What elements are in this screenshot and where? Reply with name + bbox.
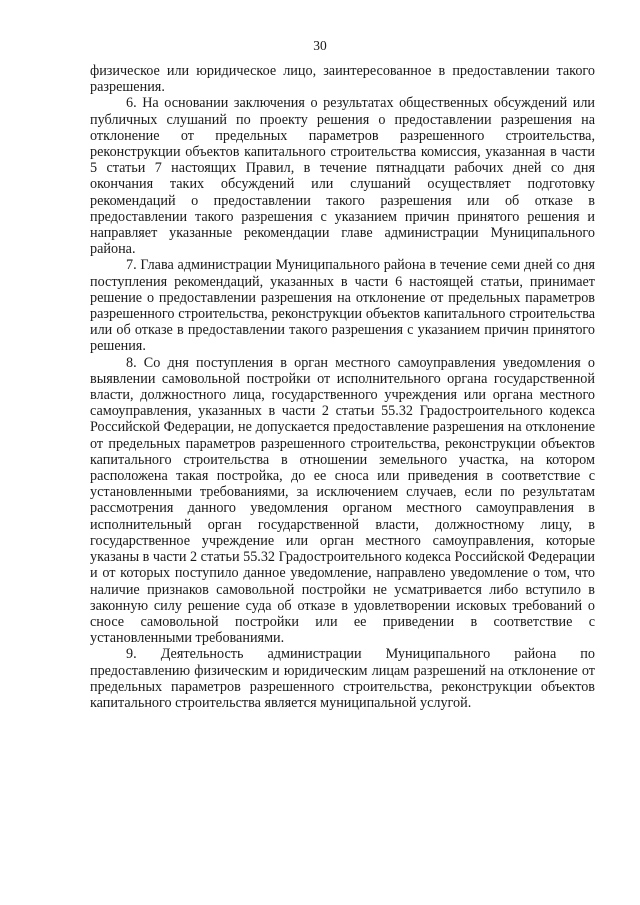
paragraph-clause-8: 8. Со дня поступления в орган местного самоуправления уведомления о выявлении самовольной постройки от исполнительного органа государственной власти, должностного лица, государственного учреждения или органа местного самоуправления, указанных в части 2 статьи 55.32 Градостроительного кодекса Российской Федерации, не допускается предоставление разрешения на отклонение от предельных параметров разрешенного строительства, реконструкции объектов капитального строительства в отношении земельного участка, на котором расположена такая постройка, до ее сноса или приведения в соответствие с установленными требованиями, за исключением случаев, если по результатам рассмотрения данного уведомления органом местного самоуправления в исполнительный орган государственной власти, должностному лицу, в государственное учреждение или орган местного самоуправления, которые указаны в части 2 статьи 55.32 Градостроительного кодекса Российской Федерации и от которых поступило данное уведомление, направлено уведомление о том, что наличие признаков самовольной постройки не усматривается либо вступило в законную силу решение суда об отказе в удовлетворении исковых требований о сносе самовольной постройки или ее приведении в соответствие с установленными требованиями.: [90, 354, 595, 647]
page-number: 30: [313, 38, 327, 53]
paragraph-continuation: физическое или юридическое лицо, заинтересованное в предоставлении такого разрешения.: [90, 63, 595, 96]
document-body: [90, 63, 595, 711]
paragraph-clause-9: 9. Деятельность администрации Муниципального района по предоставлению физическим и юридическим лицам разрешений на отклонение от предельных параметров разрешенного строительства, реконструкции объектов капитального строительства является муниципальной услугой.: [90, 646, 595, 711]
paragraph-clause-7: 7. Глава администрации Муниципального района в течение семи дней со дня поступления рекомендаций, указанных в части 6 настоящей статьи, принимает решение о предоставлении разрешения на отклонение от предельных параметров разрешенного строительства, реконструкции объектов капитального строительства или об отказе в предоставлении такого разрешения с указанием причин принятого решения.: [90, 257, 595, 355]
paragraph-clause-6: 6. На основании заключения о результатах общественных обсуждений или публичных слушаний по проекту решения о предоставлении разрешения на отклонение от предельных параметров разрешенного строительства, реконструкции объектов капитального строительства комиссия, указанная в части 5 статьи 7 настоящих Правил, в течение пятнадцати рабочих дней со дня окончания таких обсуждений или слушаний осуществляет подготовку рекомендаций о предоставлении такого разрешения или об отказе в предоставлении такого разрешения с указанием причин принятого решения и направляет указанные рекомендации главе администрации Муниципального района.: [90, 95, 595, 258]
